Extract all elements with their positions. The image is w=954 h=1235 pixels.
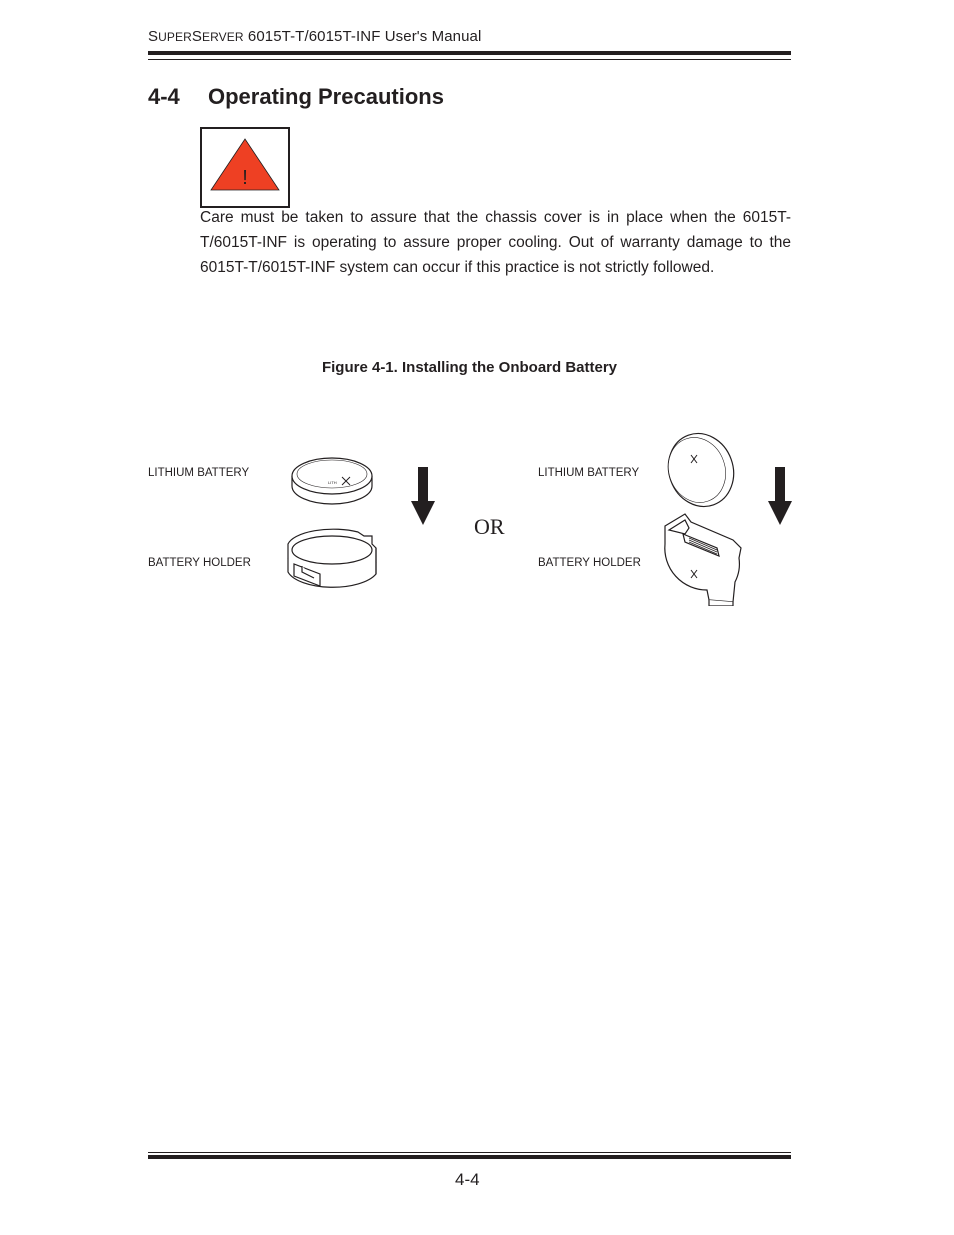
header-brand-initial-2: S [191, 28, 202, 45]
header-rule-thin [148, 59, 791, 60]
running-header [148, 28, 481, 45]
left-down-arrow-icon [410, 465, 436, 527]
precaution-paragraph: Care must be taken to assure that the chassis cover is in place when the 6015T-T/6015T-INF is operating to assure proper cooling. Out of warranty damage to the 6015T-T/6015T-INF system can occur if this practice is not strictly followed. [200, 209, 791, 276]
right-battery-label: LITHIUM BATTERY [538, 467, 640, 479]
figure-or-separator: OR [474, 514, 505, 539]
header-rule [148, 51, 791, 55]
left-battery-illustration [280, 440, 390, 610]
footer-rule [148, 1155, 791, 1159]
header-manual-title: 6015T-T/6015T-INF User's Manual [243, 28, 482, 45]
warning-symbol: ! [242, 167, 248, 189]
right-holder-label: BATTERY HOLDER [538, 557, 641, 569]
left-battery-label: LITHIUM BATTERY [148, 467, 250, 479]
header-brand-initial-1: S [148, 28, 159, 45]
left-holder-label: BATTERY HOLDER [148, 557, 251, 569]
coin-battery-upright-icon [658, 430, 743, 516]
coin-battery-flat-icon [292, 458, 372, 504]
svg-text:LITH: LITH [328, 480, 337, 485]
header-brand-rest-2: ERVER [201, 30, 244, 44]
page-number: 4-4 [455, 1170, 480, 1189]
right-battery-illustration [655, 430, 755, 606]
round-battery-holder-icon [288, 529, 376, 587]
header-brand-rest-1: UPER [158, 30, 192, 44]
right-down-arrow-icon [767, 465, 793, 527]
warning-box [200, 127, 290, 208]
section-title [148, 84, 444, 110]
warning-triangle-icon [202, 129, 288, 206]
section-heading: Operating Precautions [208, 84, 444, 109]
footer-rule-thin [148, 1152, 791, 1153]
section-number: 4-4 [148, 84, 180, 109]
figure-caption: Figure 4-1. Installing the Onboard Battery [321, 359, 618, 376]
vertical-battery-holder-icon [665, 514, 741, 606]
